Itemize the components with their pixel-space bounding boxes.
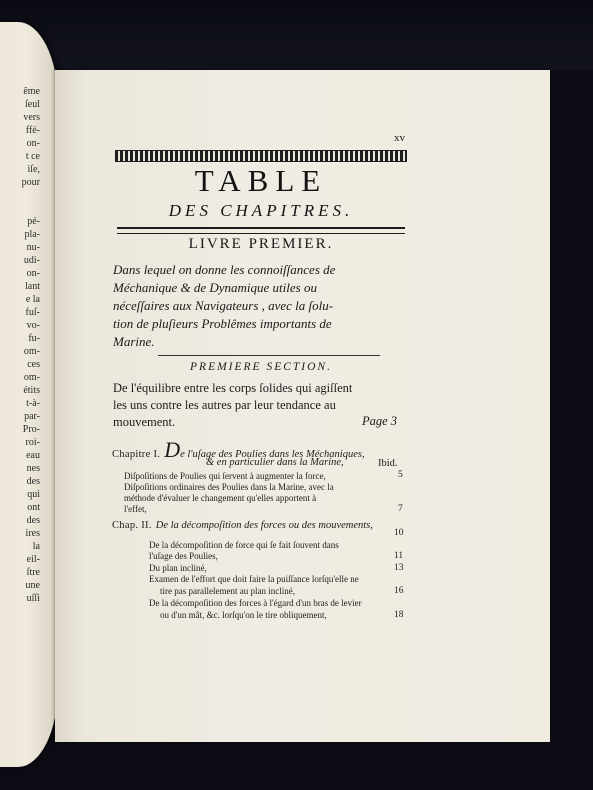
left-page-text-fragment: pé- [27, 216, 40, 227]
section-description-line: mouvement. [113, 415, 176, 429]
left-page-text-fragment: Pro- [22, 424, 40, 435]
left-page-text-fragment: pour [21, 177, 40, 188]
ornamental-border [115, 150, 407, 162]
left-page-text-fragment: udi- [23, 255, 40, 266]
left-page-text-fragment: fu- [28, 333, 40, 344]
chapter-2-item-4-line: ou d'un mât, &c. lorſqu'on le tire obliquement, [160, 610, 327, 620]
left-facing-page [0, 22, 58, 767]
chapter-1-item-2-page: 7 [398, 504, 403, 514]
left-page-text-fragment: lant [25, 281, 40, 292]
left-page-text-fragment: des [26, 476, 40, 487]
left-page-text-fragment: t ce [25, 151, 40, 162]
chapter-1-item-2-line: Diſpoſitions ordinaires des Poulies dans la Marine, avec la [124, 482, 334, 492]
chapter-1-title-line: & en particulier dans la Marine, [206, 457, 344, 468]
left-page-text-fragment: la [32, 541, 40, 552]
section-heading: PREMIERE SECTION. [190, 361, 332, 373]
double-rule-divider [117, 227, 405, 234]
page-number: xv [394, 132, 405, 144]
left-page-text-fragment: ont [27, 502, 40, 513]
left-page-text-fragment: t-à- [26, 398, 40, 409]
chapter-2-item-4-page: 18 [394, 610, 404, 620]
left-page-text-fragment: vo- [26, 320, 40, 331]
book-description [113, 261, 413, 351]
single-rule-divider [158, 355, 380, 356]
left-page-text-fragment: nes [26, 463, 40, 474]
left-page-text-fragment: ſeul [25, 99, 40, 110]
section-description-line: De l'équilibre entre les corps ſolides qui agiſſent [113, 381, 353, 395]
left-page-text-fragment: ffé- [25, 125, 40, 136]
left-page-text-fragment: e la [25, 294, 40, 305]
left-page-text-fragment: pla- [24, 229, 40, 240]
left-page-text-fragment: vers [23, 112, 40, 123]
chapter-2-item-1-page: 11 [394, 551, 404, 561]
section-description-line: les uns contre les autres par leur tendance au [113, 398, 336, 412]
chapter-1-item-2-line: méthode d'évaluer le changement qu'elles apportent à [124, 493, 317, 503]
left-page-text-fragment: om- [23, 372, 40, 383]
chapter-2-item-4-line: De la décompoſition des forces à l'égard d'un bras de levier [149, 598, 362, 608]
chapter-1-dropcap: D [164, 437, 181, 462]
left-page-text-fragment: ires [25, 528, 40, 539]
chapter-2-item-3-page: 16 [394, 586, 404, 596]
chapter-2-item-3-line: tire pas parallelement au plan incliné, [160, 586, 295, 596]
left-page-text-fragment: uſſi [26, 593, 40, 604]
background [0, 0, 593, 70]
chapter-2-item-2-page: 13 [394, 563, 404, 573]
left-page-text-fragment: une [25, 580, 40, 591]
book-description-line: néceſſaires aux Navigateurs , avec la ſolu- [113, 298, 334, 313]
left-page-text-fragment: qui [27, 489, 40, 500]
chapter-2-entry [112, 515, 373, 533]
chapter-2-item-3-line: Examen de l'effort que doit faire la puiſſance lorſqu'elle ne [149, 574, 359, 584]
chapter-1-item-2-line: l'effet, [124, 504, 147, 514]
chapter-2-item-1-line: De la décompoſition de force qui ſe fait ſouvent dans [149, 540, 339, 550]
left-page-text-fragment: ſtre [26, 567, 40, 578]
chapter-2-title: De la décompoſition des forces ou des mouvements, [155, 520, 373, 531]
chapter-1-page: Ibid. [378, 458, 398, 469]
section-page-ref: Page 3 [362, 414, 398, 428]
left-page-text-fragment: étits [23, 385, 40, 396]
chapter-1-item-1-page: 5 [398, 470, 403, 480]
left-page-text-fragment: par- [24, 411, 40, 422]
left-page-text-fragment: roi- [25, 437, 40, 448]
left-page-text-fragment: ême [23, 86, 40, 97]
chapter-2-label: Chap. II. [112, 520, 152, 531]
chapter-1-item-1: Diſpoſitions de Poulies qui ſervent à augmenter la force, [124, 471, 326, 481]
left-page-text-fragment: eil- [26, 554, 40, 565]
left-page-text-fragment: des [26, 515, 40, 526]
left-page-text-fragment: om- [23, 346, 40, 357]
book-description-line: Dans lequel on donne les connoiſſances de [113, 262, 336, 277]
left-page-text-fragment: iſe, [27, 164, 40, 175]
page-title: TABLE [194, 163, 328, 198]
left-page-text-fragment: on- [26, 268, 40, 279]
book-description-line: tion de pluſieurs Problêmes importants de [113, 316, 332, 331]
left-page-text-fragment: ces [27, 359, 40, 370]
book-heading: LIVRE PREMIER. [188, 236, 334, 252]
page-subtitle: DES CHAPITRES. [168, 201, 354, 220]
left-page-text-fragment: fuſ- [25, 307, 40, 318]
left-page-text-fragment: on- [26, 138, 40, 149]
chapter-1-title-line: e l'uſage des Poulies dans les Méchaniques, [180, 449, 365, 460]
chapter-2-item-2: Du plan incliné, [149, 563, 207, 573]
left-page-text-fragment: eau [26, 450, 40, 461]
book-description-line: Marine. [113, 334, 155, 349]
book-description-line: Méchanique & de Dynamique utiles ou [113, 280, 317, 295]
chapter-1-label: Chapitre I. [112, 449, 161, 460]
chapter-2-item-1-line: l'uſage des Poulies, [149, 551, 218, 561]
left-page-text-fragment: nu- [26, 242, 40, 253]
chapter-2-page: 10 [394, 528, 404, 538]
